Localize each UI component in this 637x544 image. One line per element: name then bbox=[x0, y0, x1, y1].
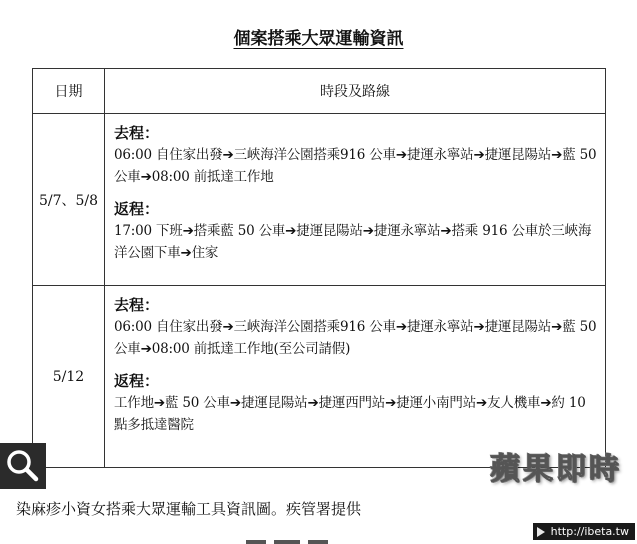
row-date: 5/12 bbox=[33, 286, 105, 468]
itinerary-table bbox=[32, 68, 606, 468]
image-caption: 染麻疹小資女搭乘大眾運輸工具資訊圖。疾管署提供 bbox=[16, 500, 362, 518]
row-route bbox=[105, 286, 606, 468]
search-button[interactable] bbox=[0, 443, 46, 489]
segment-text: 06:00 自住家出發➔三峽海洋公園搭乘916 公車➔捷運永寧站➔捷運昆陽站➔藍 50 公車➔08:00 前抵達工作地 bbox=[114, 147, 597, 185]
segment-text: 工作地➔藍 50 公車➔捷運昆陽站➔捷運西門站➔捷運小南門站➔友人機車➔約 10 點多抵達醫院 bbox=[114, 395, 586, 433]
segment-label: 返程： bbox=[114, 372, 160, 390]
return-segment bbox=[114, 370, 597, 436]
header-route: 時段及路線 bbox=[105, 69, 606, 114]
table-row bbox=[33, 286, 606, 468]
pager-tab[interactable] bbox=[308, 540, 328, 544]
row-date: 5/7、5/8 bbox=[33, 114, 105, 286]
segment-text: 17:00 下班➔搭乘藍 50 公車➔捷運昆陽站➔捷運永寧站➔搭乘 916 公車於三峽海洋公園下車➔住家 bbox=[114, 223, 592, 261]
table-header-row bbox=[33, 69, 606, 114]
search-icon bbox=[0, 443, 46, 489]
table-row bbox=[33, 114, 606, 286]
watermark: 蘋果即時 bbox=[490, 452, 622, 487]
pager-tab[interactable] bbox=[246, 540, 266, 544]
row-route bbox=[105, 114, 606, 286]
play-arrow-icon bbox=[537, 527, 545, 537]
pager-tab[interactable] bbox=[274, 540, 300, 544]
outbound-segment bbox=[114, 294, 597, 360]
document-title: 個案搭乘大眾運輸資訊 bbox=[233, 29, 404, 49]
site-url: http://ibeta.tw bbox=[550, 525, 629, 538]
site-badge[interactable] bbox=[533, 523, 635, 540]
segment-label: 去程： bbox=[114, 296, 160, 314]
segment-label: 返程： bbox=[114, 200, 160, 218]
return-segment bbox=[114, 198, 597, 264]
header-date: 日期 bbox=[33, 69, 105, 114]
outbound-segment bbox=[114, 122, 597, 188]
segment-label: 去程： bbox=[114, 124, 160, 142]
segment-text: 06:00 自住家出發➔三峽海洋公園搭乘916 公車➔捷運永寧站➔捷運昆陽站➔藍 50 公車➔08:00 前抵達工作地(至公司請假) bbox=[114, 319, 597, 357]
